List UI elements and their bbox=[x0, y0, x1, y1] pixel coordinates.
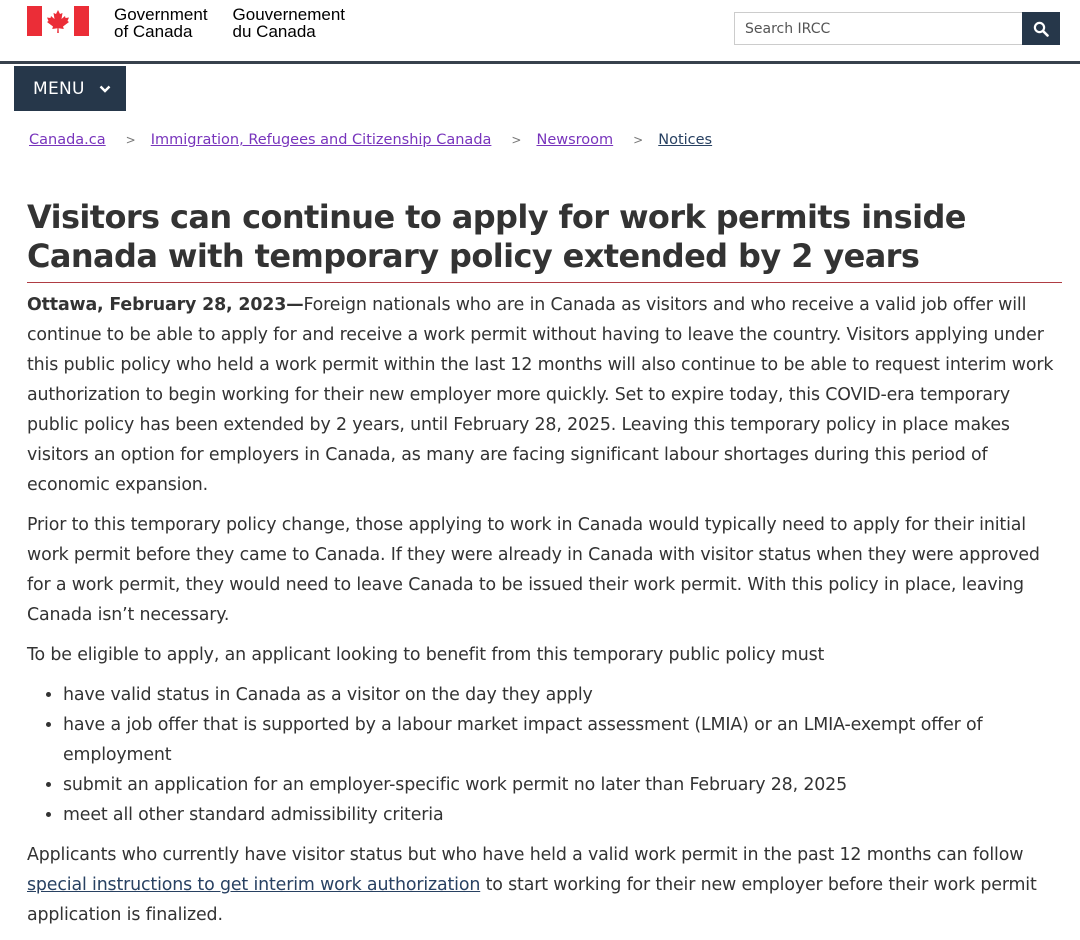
breadcrumb-link-newsroom[interactable]: Newsroom bbox=[536, 132, 614, 148]
article-paragraph-2: Prior to this temporary policy change, those applying to work in Canada would typically need to apply for their initial work permit before they came to Canada. If they were already in Canada with visitor status when they were approved for a work permit, they would need to leave Canada to be issued their work permit. With this policy in place, leaving Canada isn’t necessary. bbox=[27, 515, 1040, 625]
signature-en-line2: of Canada bbox=[114, 22, 193, 41]
article-body bbox=[27, 290, 1063, 940]
chevron-down-icon bbox=[99, 84, 111, 94]
search-form bbox=[734, 12, 1060, 45]
article-paragraph-1 bbox=[27, 290, 1063, 500]
article-paragraph-3: To be eligible to apply, an applicant looking to benefit from this temporary public policy must bbox=[27, 645, 825, 665]
interim-work-authorization-link[interactable]: special instructions to get interim work authorization bbox=[27, 875, 481, 895]
signature-fr-line1: Gouvernement bbox=[232, 5, 345, 24]
search-icon bbox=[1033, 21, 1049, 37]
dateline: Ottawa, February 28, 2023— bbox=[27, 295, 304, 315]
breadcrumb-link-ircc[interactable]: Immigration, Refugees and Citizenship Canada bbox=[150, 132, 492, 148]
breadcrumb-separator-icon: > bbox=[511, 133, 522, 147]
government-signature[interactable] bbox=[27, 6, 345, 40]
signature-french bbox=[233, 6, 345, 40]
search-button[interactable] bbox=[1022, 12, 1060, 45]
page-title: Visitors can continue to apply for work permits inside Canada with temporary policy extended by 2 years bbox=[27, 198, 1062, 283]
paragraph-4-text-before: Applicants who currently have visitor status but who have held a valid work permit in the past 12 months can follow bbox=[27, 845, 1024, 865]
paragraph-1-text: Foreign nationals who are in Canada as visitors and who receive a valid job offer will continue to be able to apply for and receive a work permit without having to leave the country. Visitors applying under this public policy who held a work permit within the last 12 months will also continue to be able to request interim work authorization to begin working for their new employer more quickly. Set to expire today, this COVID-era temporary public policy has been extended by 2 years, until February 28, 2025. Leaving this temporary policy in place makes visitors an option for employers in Canada, as many are facing significant labour shortages during this period of economic expansion. bbox=[27, 295, 1054, 495]
menu-button[interactable] bbox=[14, 66, 126, 111]
breadcrumb-separator-icon: > bbox=[125, 133, 136, 147]
list-item: • submit an application for an employer-specific work permit no later than February 28, 2025 bbox=[63, 770, 1063, 800]
canada-flag-icon bbox=[27, 6, 89, 36]
breadcrumb-separator-icon: > bbox=[633, 133, 644, 147]
signature-english bbox=[114, 6, 208, 40]
signature-fr-line2: du Canada bbox=[232, 22, 316, 41]
search-input[interactable] bbox=[734, 12, 1022, 45]
list-item: • have a job offer that is supported by a labour market impact assessment (LMIA) or an LMIA-exempt offer of employment bbox=[63, 710, 1063, 770]
site-header bbox=[0, 0, 1080, 64]
article-paragraph-4 bbox=[27, 840, 1063, 930]
breadcrumb bbox=[29, 132, 712, 148]
paragraph-4-text-after: to start working for their new employer before their work permit application is finalized. bbox=[27, 875, 1037, 925]
menu-label: MENU bbox=[33, 78, 85, 99]
signature-en-line1: Government bbox=[114, 5, 208, 24]
list-item: • have valid status in Canada as a visitor on the day they apply bbox=[63, 680, 1063, 710]
breadcrumb-link-canada[interactable]: Canada.ca bbox=[29, 132, 106, 148]
eligibility-list bbox=[27, 680, 1063, 830]
list-item: • meet all other standard admissibility criteria bbox=[63, 800, 1063, 830]
breadcrumb-link-notices[interactable]: Notices bbox=[658, 132, 713, 148]
